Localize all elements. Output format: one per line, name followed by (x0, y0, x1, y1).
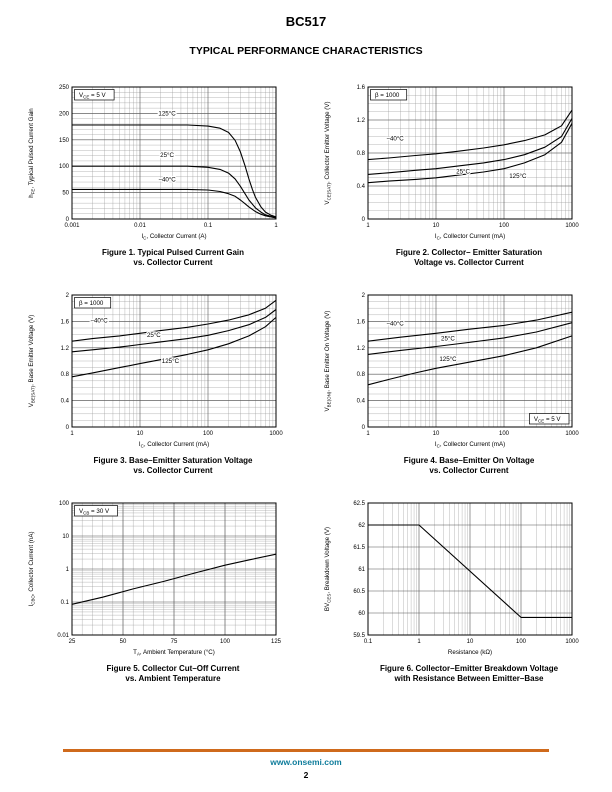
figure-1-chart (22, 79, 294, 245)
svg-text:100: 100 (498, 223, 510, 229)
svg-text:VCB = 30 V: $V_{CB} = 30$ V (79, 507, 110, 516)
figure-5-caption-line2: vs. Ambient Temperature (125, 673, 221, 683)
svg-text:1.2: 1.2 (356, 345, 365, 352)
svg-text:150: 150 (58, 137, 69, 144)
onsemi-link[interactable]: www.onsemi.com (270, 757, 342, 767)
figure-4-caption (318, 456, 590, 477)
figure-5-chart (22, 495, 294, 661)
figure-1 (22, 79, 294, 269)
svg-text:−40°C: −40°C (386, 135, 404, 143)
svg-text:1000: 1000 (565, 223, 579, 229)
svg-text:0.4: 0.4 (356, 184, 365, 190)
svg-text:10: 10 (466, 638, 474, 645)
svg-text:125°C: 125°C (161, 357, 180, 365)
svg-text:0.001: 0.001 (64, 223, 80, 229)
svg-text:61: 61 (358, 566, 365, 573)
figure-4-caption-line1: Figure 4. Base–Emitter On Voltage (403, 455, 535, 465)
svg-text:β = 1000: β = 1000 (375, 92, 400, 100)
page-number: 2 (303, 770, 309, 780)
svg-text:IC, Collector Current (mA): $I_C$, Collector Current (mA) (434, 233, 506, 241)
figure-3-caption-line2: vs. Collector Current (133, 466, 213, 476)
figure-6 (318, 495, 590, 685)
svg-text:0: 0 (361, 424, 365, 431)
svg-text:IC, Collector Current (A): $I_C$, Collector Current (A) (141, 233, 207, 241)
svg-text:1: 1 (366, 430, 370, 437)
figure-5-caption-line1: Figure 5. Collector Cut–Off Current (106, 663, 240, 673)
svg-text:1: 1 (274, 223, 278, 229)
svg-text:0: 0 (361, 217, 365, 223)
svg-text:1.2: 1.2 (60, 345, 69, 352)
svg-text:VCE = 5 V: $V_{CE} = 5$ V (533, 415, 561, 424)
svg-text:VCE = 5 V: $V_{CE} = 5$ V (79, 92, 106, 100)
svg-text:10: 10 (432, 430, 440, 437)
svg-text:100: 100 (202, 430, 214, 437)
svg-text:−40°C: −40°C (158, 176, 176, 184)
svg-text:61.5: 61.5 (353, 544, 365, 551)
svg-text:ICBO, Collector Current (nA): $I_{CBO}$, Collector Current (nA) (28, 531, 36, 607)
figure-5-caption (22, 664, 294, 685)
figure-6-caption (318, 664, 590, 685)
svg-text:−40°C: −40°C (90, 317, 108, 325)
figure-2-caption-line1: Figure 2. Collector– Emitter Saturation (395, 248, 543, 257)
svg-text:0.4: 0.4 (356, 398, 365, 405)
svg-text:IC, Collector Current (mA): $I_C$, Collector Current (mA) (138, 440, 210, 449)
svg-text:25°C: 25°C (441, 335, 455, 343)
figure-2-caption (318, 248, 590, 269)
svg-text:25°C: 25°C (160, 152, 174, 160)
svg-text:59.5: 59.5 (353, 632, 365, 639)
svg-text:VBE(SAT), Base Emitter Voltage: $V_{BE(SAT)}$, Base Emitter Voltage (V) (28, 314, 36, 408)
figure-4-caption-line2: vs. Collector Current (429, 466, 509, 476)
figure-1-caption-line1: Figure 1. Typical Pulsed Current Gain (101, 248, 245, 257)
figure-4-chart (318, 287, 590, 453)
svg-text:0: 0 (65, 424, 69, 431)
svg-text:1.2: 1.2 (356, 118, 365, 124)
svg-text:1.6: 1.6 (356, 319, 365, 326)
svg-text:0.8: 0.8 (60, 371, 69, 378)
svg-text:10: 10 (432, 223, 440, 229)
page-footer (0, 749, 612, 792)
svg-text:62: 62 (358, 522, 365, 529)
figure-4 (318, 287, 590, 477)
svg-text:125°C: 125°C (509, 172, 527, 180)
svg-text:60: 60 (358, 610, 365, 617)
svg-text:2: 2 (361, 292, 365, 299)
figure-6-chart (318, 495, 590, 661)
svg-text:1000: 1000 (565, 638, 579, 645)
svg-text:60.5: 60.5 (353, 588, 365, 595)
figure-3-caption-line1: Figure 3. Base–Emitter Saturation Voltage (93, 455, 253, 465)
svg-text:10: 10 (136, 430, 144, 437)
svg-text:10: 10 (62, 533, 69, 540)
page-subtitle: TYPICAL PERFORMANCE CHARACTERISTICS (189, 45, 423, 57)
svg-text:1: 1 (366, 223, 370, 229)
svg-text:0.01: 0.01 (134, 223, 146, 229)
svg-text:250: 250 (58, 85, 69, 91)
svg-text:TA, Ambient Temperature (°C): $T_A$, Ambient Temperature (°C) (133, 648, 215, 656)
figure-2-caption-line2: Voltage vs. Collector Current (414, 258, 524, 268)
svg-text:50: 50 (62, 190, 69, 197)
svg-text:25: 25 (68, 638, 76, 645)
svg-text:25°C: 25°C (146, 332, 161, 340)
svg-text:200: 200 (58, 111, 69, 118)
svg-text:1.6: 1.6 (356, 85, 365, 91)
figure-2-chart (318, 79, 590, 245)
figure-2 (318, 79, 590, 269)
svg-text:100: 100 (515, 638, 527, 645)
figures-grid (22, 79, 590, 684)
svg-text:50: 50 (119, 638, 127, 645)
svg-text:0.01: 0.01 (57, 632, 69, 639)
svg-text:0: 0 (65, 217, 69, 223)
svg-text:25°C: 25°C (456, 168, 470, 176)
footer-divider (63, 749, 549, 752)
figure-1-caption (22, 248, 294, 269)
svg-text:IC, Collector Current (mA): $I_C$, Collector Current (mA) (434, 440, 506, 449)
figure-3 (22, 287, 294, 477)
svg-text:Resistance (kΩ): Resistance (kΩ) (447, 648, 493, 656)
svg-text:125°C: 125°C (158, 110, 176, 118)
svg-text:0.1: 0.1 (363, 638, 373, 645)
svg-text:VBE(ON), Base Emitter On Volta: $V_{BE(ON)}$, Base Emitter On Voltage (V) (324, 310, 332, 412)
svg-text:0.1: 0.1 (203, 223, 213, 229)
svg-text:62.5: 62.5 (353, 500, 365, 507)
svg-text:100: 100 (498, 430, 510, 437)
figure-5 (22, 495, 294, 685)
svg-text:2: 2 (65, 292, 69, 299)
page-title: BC517 (285, 14, 327, 29)
figure-6-caption-line1: Figure 6. Collector–Emitter Breakdown Voltage (379, 663, 559, 673)
svg-text:0.4: 0.4 (60, 398, 69, 405)
svg-text:BVCES, Breakdown Voltage (V): $BV_{CES}$, Breakdown Voltage (V) (324, 526, 332, 611)
svg-text:75: 75 (170, 638, 178, 645)
svg-text:1.6: 1.6 (60, 319, 69, 326)
svg-text:−40°C: −40°C (386, 320, 404, 328)
svg-text:1000: 1000 (565, 430, 579, 437)
svg-text:1: 1 (417, 638, 421, 645)
figure-3-chart (22, 287, 294, 453)
svg-text:100: 100 (58, 164, 69, 171)
svg-text:β = 1000: β = 1000 (79, 299, 104, 307)
svg-text:0.8: 0.8 (356, 371, 365, 378)
svg-text:1000: 1000 (269, 430, 283, 437)
figure-1-caption-line2: vs. Collector Current (133, 258, 213, 268)
svg-text:hFE, Typical Pulsed Current Ga: $h_{FE}$, Typical Pulsed Current Gain (28, 108, 36, 198)
figure-3-caption (22, 456, 294, 477)
svg-text:VCE(SAT), Collector Emitter Vo: $V_{CE(SAT)}$, Collector Emitter Voltage (V) (324, 101, 332, 205)
svg-text:0.8: 0.8 (356, 151, 365, 157)
svg-text:1: 1 (70, 430, 74, 437)
svg-text:1: 1 (65, 566, 69, 573)
svg-text:100: 100 (58, 500, 69, 507)
svg-text:100: 100 (219, 638, 231, 645)
svg-text:125°C: 125°C (439, 355, 457, 363)
svg-text:125: 125 (270, 638, 282, 645)
figure-6-caption-line2: with Resistance Between Emitter–Base (394, 673, 544, 683)
svg-text:0.1: 0.1 (60, 599, 69, 606)
